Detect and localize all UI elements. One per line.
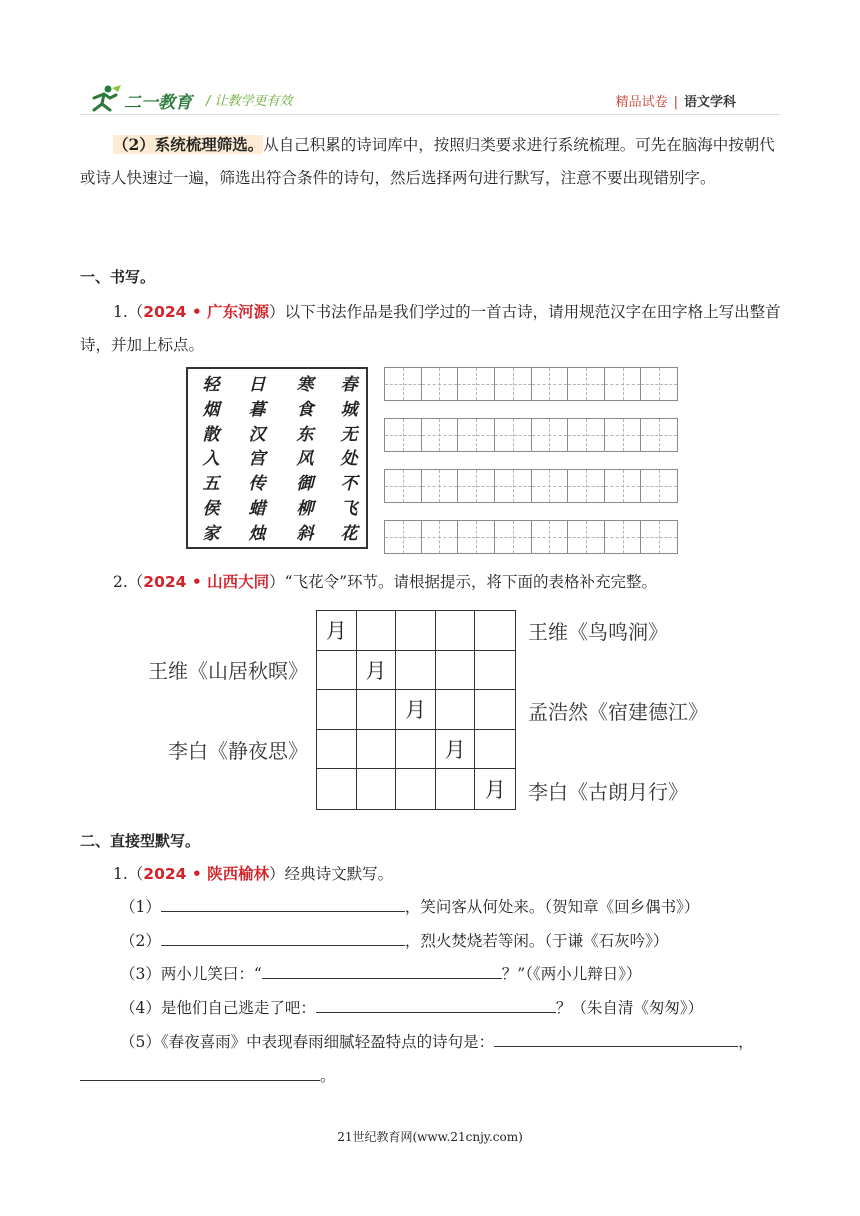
item-3-suffix: ？”（《两小儿辩日》） bbox=[501, 965, 642, 983]
answer-line-2[interactable] bbox=[161, 929, 405, 946]
tian-grid-row[interactable] bbox=[384, 367, 678, 401]
intro-label: （2）系统梳理筛选。 bbox=[113, 135, 264, 154]
intro-paragraph bbox=[80, 128, 784, 195]
label-r5-right: 李白《古朗月行》 bbox=[528, 780, 688, 804]
logo-runner-icon bbox=[88, 84, 122, 112]
footer: 21世纪教育网(www.21cnjy.com) bbox=[337, 1130, 523, 1144]
logo-text: 二一教育 bbox=[124, 93, 192, 113]
item-1-prefix: （1） bbox=[120, 898, 161, 916]
label-r3-right: 孟浩然《宿建德江》 bbox=[528, 700, 708, 724]
item-4-suffix: ？（朱自清《匆匆》） bbox=[555, 999, 704, 1017]
item-5-comma: ， bbox=[738, 1033, 754, 1051]
item-5-period: 。 bbox=[320, 1067, 336, 1085]
section2-q1 bbox=[113, 858, 393, 891]
grid-cell[interactable] bbox=[436, 611, 476, 651]
answer-line-5a[interactable] bbox=[494, 1030, 738, 1047]
callig-char: 烟 bbox=[202, 399, 220, 420]
grid-cell[interactable] bbox=[357, 769, 397, 809]
callig-char: 传 bbox=[248, 474, 266, 495]
item-3 bbox=[120, 958, 641, 991]
callig-char: 东 bbox=[296, 424, 314, 445]
q1-number: 1.（ bbox=[113, 303, 144, 321]
callig-char: 风 bbox=[296, 449, 314, 470]
grid-cell[interactable] bbox=[357, 730, 397, 770]
q2-number: 2.（ bbox=[113, 573, 144, 591]
callig-char: 家 bbox=[202, 523, 220, 544]
item-1-suffix: ，笑问客从何处来。（贺知章《回乡偶书》） bbox=[404, 898, 700, 916]
grid-cell: 月 bbox=[357, 651, 397, 691]
grid-cell[interactable] bbox=[475, 651, 515, 691]
answer-line-5b[interactable] bbox=[80, 1064, 320, 1081]
header-subject: 语文学科 bbox=[683, 95, 736, 110]
grid-cell[interactable] bbox=[317, 769, 357, 809]
q2-source: 2024 • 山西大同 bbox=[143, 573, 270, 591]
item-2-prefix: （2） bbox=[120, 932, 161, 950]
header-divider bbox=[80, 114, 780, 115]
section1-q1 bbox=[80, 296, 784, 362]
callig-col-1 bbox=[196, 373, 226, 547]
item-3-prefix: （3）两小儿笑曰：“ bbox=[120, 965, 262, 983]
callig-char: 御 bbox=[296, 474, 314, 495]
s2-q1-text: ）经典诗文默写。 bbox=[269, 865, 394, 883]
callig-char: 汉 bbox=[248, 424, 266, 445]
callig-char: 城 bbox=[340, 399, 358, 420]
callig-char: 食 bbox=[296, 399, 314, 420]
item-2-suffix: ，烈火焚烧若等闲。（于谦《石灰吟》） bbox=[404, 932, 669, 950]
callig-char: 飞 bbox=[340, 498, 358, 519]
q1-text: ）以下书法作品是我们学过的一首古诗，请用规范汉字在田字格上写出整首诗，并加上标点。 bbox=[80, 303, 781, 354]
calligraphy-box bbox=[186, 367, 368, 549]
s2-q1-source: 2024 • 陕西榆林 bbox=[143, 865, 270, 883]
section1-title: 一、书写。 bbox=[80, 268, 156, 286]
grid-cell[interactable] bbox=[475, 730, 515, 770]
callig-char: 柳 bbox=[296, 498, 314, 519]
header-separator: | bbox=[673, 95, 678, 110]
callig-char: 烛 bbox=[248, 523, 266, 544]
tian-grid-row[interactable] bbox=[384, 469, 678, 503]
grid-cell[interactable] bbox=[317, 690, 357, 730]
callig-char: 宫 bbox=[248, 449, 266, 470]
callig-char: 斜 bbox=[296, 523, 314, 544]
grid-cell[interactable] bbox=[396, 730, 436, 770]
grid-cell[interactable] bbox=[396, 651, 436, 691]
grid-cell: 月 bbox=[436, 730, 476, 770]
label-r4-left: 李白《静夜思》 bbox=[168, 739, 308, 763]
grid-cell[interactable] bbox=[436, 690, 476, 730]
grid-cell[interactable] bbox=[475, 611, 515, 651]
q1-source: 2024 • 广东河源 bbox=[143, 303, 270, 321]
callig-char: 寒 bbox=[296, 375, 314, 395]
item-4-prefix: （4）是他们自己逃走了吧： bbox=[120, 999, 316, 1017]
callig-char: 散 bbox=[202, 424, 220, 445]
callig-char: 不 bbox=[340, 474, 358, 495]
tian-grid-row[interactable] bbox=[384, 520, 678, 554]
callig-char: 五 bbox=[202, 474, 220, 495]
answer-line-1[interactable] bbox=[161, 895, 405, 912]
intro-text: 从自己积累的诗词库中，按照归类要求进行系统梳理。可先在脑海中按朝代或诗人快速过一遍，筛选出符合条件的诗句，然后选择两句进行默写，注意不要出现错别字。 bbox=[80, 136, 775, 187]
grid-cell: 月 bbox=[484, 778, 506, 803]
item-5-prefix: （5）《春夜喜雨》中表现春雨细腻轻盈特点的诗句是： bbox=[120, 1033, 495, 1051]
grid-cell: 月 bbox=[317, 611, 357, 651]
grid-cell[interactable] bbox=[396, 769, 436, 809]
q2-text: ）“飞花令”环节。请根据提示，将下面的表格补充完整。 bbox=[269, 573, 657, 591]
section2-title: 二、直接型默写。 bbox=[80, 832, 201, 850]
s2-q1-number: 1.（ bbox=[113, 865, 144, 883]
label-r2-left: 王维《山居秋暝》 bbox=[148, 659, 308, 683]
callig-char: 入 bbox=[202, 449, 220, 470]
item-1 bbox=[120, 891, 699, 924]
grid-cell[interactable] bbox=[317, 651, 357, 691]
item-5 bbox=[120, 1026, 754, 1059]
callig-char: 处 bbox=[340, 449, 358, 470]
label-r1-right: 王维《鸟鸣涧》 bbox=[528, 620, 668, 644]
callig-col-4 bbox=[334, 373, 364, 547]
callig-char: 花 bbox=[340, 523, 358, 544]
grid-cell: 月 bbox=[396, 690, 436, 730]
grid-cell[interactable] bbox=[475, 690, 515, 730]
header-right bbox=[616, 91, 736, 110]
answer-line-4[interactable] bbox=[316, 996, 556, 1013]
header-tag: 精品试卷 bbox=[615, 95, 668, 110]
grid-cell[interactable] bbox=[357, 611, 397, 651]
feihualing-grid bbox=[316, 610, 516, 810]
callig-col-3 bbox=[290, 373, 320, 547]
callig-char: 春 bbox=[340, 375, 358, 395]
callig-char: 轻 bbox=[202, 375, 220, 395]
item-4 bbox=[120, 992, 703, 1025]
tian-grid-row[interactable] bbox=[384, 418, 678, 452]
grid-cell[interactable] bbox=[436, 769, 476, 809]
callig-char: 无 bbox=[340, 424, 358, 445]
callig-char: 侯 bbox=[202, 498, 220, 519]
answer-line-3[interactable] bbox=[262, 962, 502, 979]
section1-q2 bbox=[80, 566, 784, 599]
callig-char: 蜡 bbox=[248, 498, 266, 519]
grid-cell[interactable] bbox=[317, 730, 357, 770]
item-2 bbox=[120, 925, 668, 958]
callig-col-2 bbox=[242, 373, 272, 547]
logo-slogan: / 让教学更有效 bbox=[206, 94, 293, 109]
callig-char: 日 bbox=[248, 375, 266, 395]
grid-cell[interactable] bbox=[396, 611, 436, 651]
item-5-cont bbox=[80, 1060, 336, 1093]
grid-cell[interactable] bbox=[357, 690, 397, 730]
callig-char: 暮 bbox=[248, 399, 266, 420]
grid-cell[interactable] bbox=[436, 651, 476, 691]
